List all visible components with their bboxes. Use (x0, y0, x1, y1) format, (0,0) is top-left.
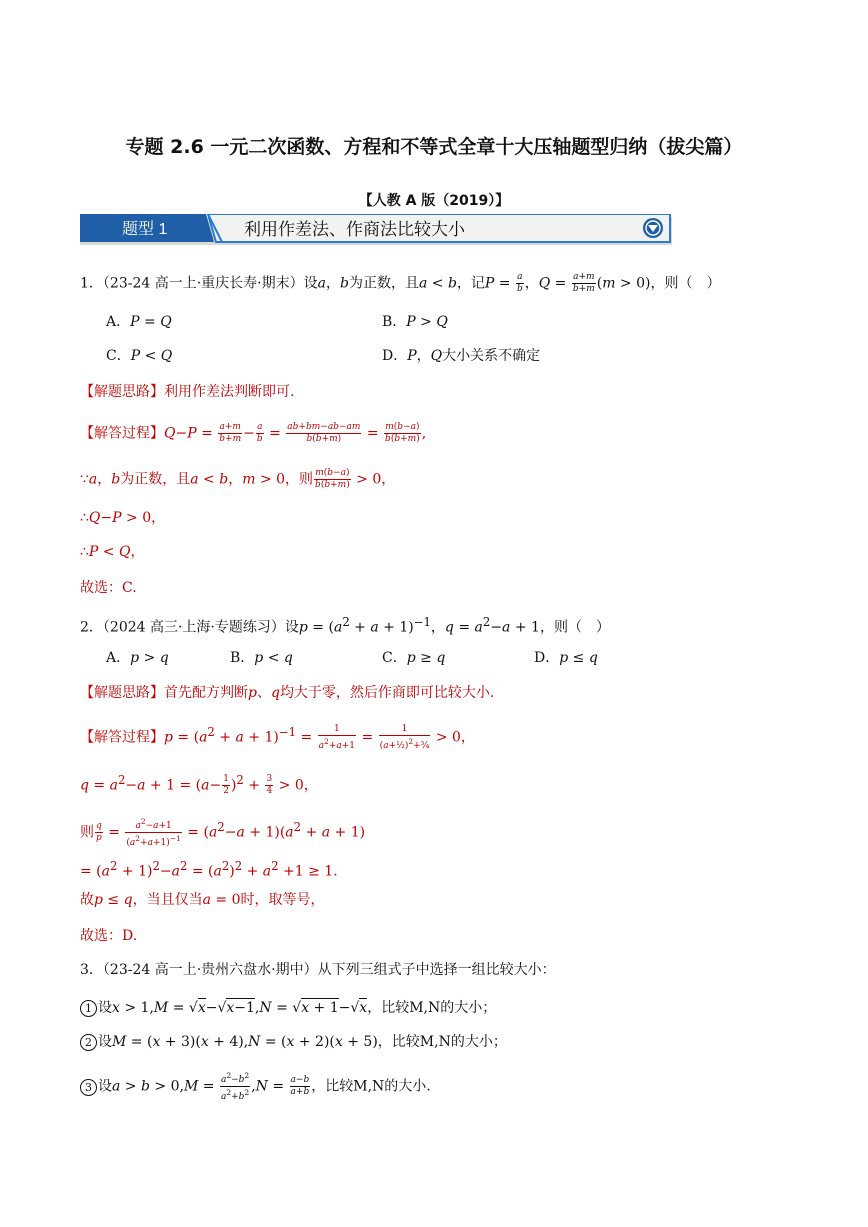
q1-option-d: D．P，Q大小关系不确定 (382, 348, 541, 364)
q1-stem: 1．（23-24 高一上·重庆长寿·期末）设a，b为正数，且a < b，记P = $\frac{a}{b}$ ，Q = $\frac{a+m}{b+m}$ (m > 0)，则（ ） (80, 272, 721, 294)
q2-step-4: 故p ≤ q，当且仅当a = 0时，取等号， (80, 892, 325, 908)
section-banner (80, 214, 672, 246)
q2-answer: 故选：D. (80, 928, 138, 944)
q1-step-1: ∵a，b为正数，且a < b，m > 0，则 $\frac{m(b-a)}{b(b+m)}$ > 0， (80, 468, 396, 490)
q1-option-b: B．P > Q (382, 314, 448, 330)
q2-option-b: B．p < q (230, 650, 293, 666)
banner-text: 利用作差法、作商法比较大小 (244, 220, 465, 239)
q1-thought: 【解题思路】利用作差法判断即可. (80, 384, 295, 400)
q3-item-1: 1 设x > 1,M = √x−√x−1,N = √x + 1−√x，比较M,N的大小； (80, 998, 496, 1018)
q1-answer: 故选：C. (80, 580, 137, 596)
q2-option-a: A．p > q (106, 650, 169, 666)
q3-item-2: 2 设M = (x + 3)(x + 4),N = (x + 2)(x + 5)，比较M,N的大小； (80, 1032, 507, 1052)
q2-option-c: C．p ≥ q (382, 650, 446, 666)
q1-process: 【解答过程】Q−P = $\frac{a+m}{b+m}$ − $\frac{a}{b}$ = $\frac{ab+bm-ab-am}{b(b+m)}$ = $\frac{m(b-a)}{b(b+m)}$ , (80, 422, 427, 444)
q2-thought: 【解题思路】首先配方判断p、q均大于零，然后作商即可比较大小. (80, 685, 495, 701)
q2-step-1: $q = a^2-a + 1 = (a-$ $\frac{1}{2}$ )$^2$ + $\frac{3}{4}$ > 0， (80, 773, 318, 797)
q1-option-c: C．P < Q (106, 348, 173, 364)
q1-option-a: A．P = Q (106, 314, 172, 330)
q2-process: 【解答过程】$p = (a^2 + a + 1)^{-1}$ = $\frac{1}{a^2+a+1}$ = $\frac{1}{(a+\frac{1}{2})^2+\frac{3}{4}}$ > 0， (80, 723, 475, 751)
q3-stem: 3．（23-24 高一上·贵州六盘水·期中）从下列三组式子中选择一组比较大小： (80, 962, 556, 978)
page-title: 专题 2.6 一元二次函数、方程和不等式全章十大压轴题型归纳（拔尖篇） (125, 136, 743, 158)
q2-step-2: 则 $\frac{q}{p}$ = $\frac{a^2-a+1}{(a^2+a+1)^{-1}}$ = $(a^2-a + 1)(a^2 + a + 1)$ (80, 817, 366, 848)
q2-step-3: = $(a^2 + 1)^2-a^2 = (a^2)^2 + a^2 +1 \ge 1$. (80, 859, 338, 880)
q2-option-d: D．p ≤ q (534, 650, 598, 666)
banner-tag: 题型 1 (122, 221, 168, 238)
q2-stem: 2．（2024 高三·上海·专题练习）设$p = (a^2 + a + 1)^{-1}$，$q = a^2-a + 1$，则（ ） (80, 615, 610, 636)
q1-step-2: ∴Q−P > 0， (80, 510, 166, 526)
page-subtitle: 【人教 A 版（2019）】 (358, 193, 510, 209)
q1-step-3: ∴P < Q， (80, 544, 145, 560)
q3-item-3: 3 设a > b > 0,M = $\frac{a^2-b^2}{a^2+b^2}$ ,N = $\frac{a-b}{a+b}$ ，比较M,N的大小. (80, 1070, 431, 1103)
